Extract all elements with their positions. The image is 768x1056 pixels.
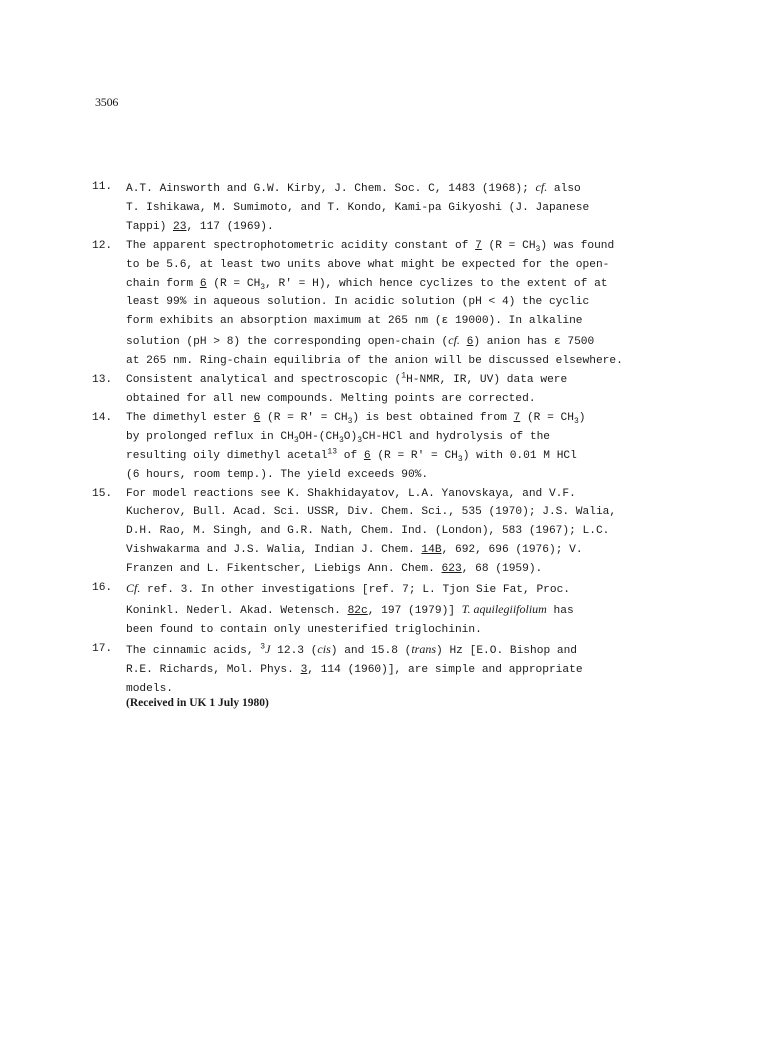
footnote-15 [92, 485, 712, 580]
text-run: Consistent analytical and spectroscopic ( [126, 374, 402, 387]
footnote-line [126, 661, 712, 680]
text-run: 3 [535, 244, 541, 254]
text-run: cf. [448, 333, 460, 348]
footnote-line [126, 331, 712, 352]
text-run: CH-HCl and hydrolysis of the [362, 430, 550, 443]
footnote-number: 15. [92, 487, 113, 500]
footnote-14 [92, 409, 712, 485]
footnote-line [126, 428, 712, 447]
text-run: 3 [293, 436, 299, 446]
text-run: , 692, 696 (1976); V. [441, 544, 583, 557]
footnote-line [126, 371, 712, 390]
text-run: 82c [347, 604, 368, 617]
footnote-line [126, 447, 712, 466]
footnote-number: 13. [92, 374, 113, 387]
text-run: ref. 3. In other investigations [ref. 7; L. Tjon Sie Fat, Proc. [140, 584, 571, 597]
text-run: has [546, 604, 574, 617]
text-run: 3 [338, 436, 344, 446]
text-run: 13 [327, 446, 338, 456]
text-run: been found to contain only unesterified triglochinin. [126, 623, 482, 636]
footnote-12 [92, 237, 712, 371]
footnote-line [126, 522, 712, 541]
text-run: 7 [475, 239, 482, 252]
footnote-line [126, 409, 712, 428]
text-run: , 68 (1959). [461, 563, 543, 576]
text-run: trans [411, 641, 437, 656]
footnote-17 [92, 640, 712, 699]
text-run: , 114 (1960)], are simple and appropriate [307, 663, 583, 676]
footnote-text [126, 640, 712, 699]
text-run: form exhibits an absorption maximum at 265 nm (ε 19000). In alkaline [126, 315, 583, 328]
text-run: , R' = H), which hence cyclizes to the extent of at [265, 277, 608, 290]
text-run: O) [343, 430, 358, 443]
text-run: A.T. Ainsworth and G.W. Kirby, J. Chem. Soc. C, 1483 (1968); [126, 183, 536, 195]
footnote-line [126, 640, 712, 661]
text-run: , 197 (1979)] [367, 604, 462, 617]
text-run: 23 [173, 220, 187, 233]
text-run [460, 336, 467, 348]
text-run: 1 [401, 371, 407, 381]
text-run: 3 [260, 642, 266, 652]
footnote-text [126, 409, 712, 485]
text-run: chain form [126, 277, 200, 290]
text-run: 623 [441, 563, 462, 576]
footnote-line [126, 256, 712, 275]
text-run: (R = CH [481, 239, 536, 252]
footnote-number: 14. [92, 411, 113, 424]
footnote-line [126, 390, 712, 409]
text-run: The cinnamic acids, [126, 644, 261, 657]
footnote-line [126, 218, 712, 237]
text-run: 6 [199, 277, 207, 290]
text-run: obtained for all new compounds. Melting points are corrected. [126, 392, 536, 405]
text-run: J [265, 641, 271, 656]
text-run: 6 [466, 336, 474, 349]
text-run: ) anion has ε 7500 [473, 336, 595, 349]
text-run: H-NMR, IR, UV) data were [406, 374, 568, 387]
text-run: ) was found [540, 239, 615, 252]
text-run: also [547, 183, 581, 195]
text-run: cf. [535, 180, 548, 194]
text-run: The dimethyl ester [126, 411, 254, 424]
footnote-text [126, 178, 712, 237]
footnote-line [126, 485, 712, 504]
text-run: to be 5.6, at least two units above what might be expected for the open- [126, 258, 610, 271]
text-run: R.E. Richards, Mol. Phys. [126, 663, 301, 676]
page-number: 3506 [95, 95, 119, 109]
text-run: The apparent spectrophotometric acidity constant of [126, 239, 476, 252]
footnote-line [126, 312, 712, 331]
text-run: Vishwakarma and J.S. Walia, Indian J. Chem. [126, 544, 422, 557]
text-run: Kucherov, Bull. Acad. Sci. USSR, Div. Chem. Sci., 535 (1970); J.S. Walia, [126, 506, 617, 519]
footnotes-list [92, 178, 712, 698]
text-run: T. Ishikawa, M. Sumimoto, and T. Kondo, Kami-pa Gikyoshi (J. Japanese [126, 201, 590, 214]
footnote-number: 11. [92, 181, 113, 193]
footnote-line [126, 466, 712, 485]
text-run: ) [578, 411, 586, 424]
text-run: (R = R' = CH [370, 449, 458, 462]
text-run: 3 [300, 663, 308, 676]
text-run: ) is best obtained from [352, 411, 514, 424]
footnote-line [126, 503, 712, 522]
text-run: For model reactions see K. Shakhidayatov, L.A. Yanovskaya, and V.F. [126, 487, 576, 500]
text-run: OH-(CH [298, 430, 339, 443]
text-run: 3 [347, 417, 353, 427]
text-run: least 99% in aqueous solution. In acidic solution (pH < 4) the cyclic [126, 296, 590, 309]
footnote-line [126, 352, 712, 371]
footnote-number: 12. [92, 239, 113, 252]
footnote-text [126, 579, 712, 640]
text-run: models. [126, 682, 173, 695]
text-run: Koninkl. Nederl. Akad. Wetensch. [126, 604, 348, 617]
text-run: , 117 (1969). [186, 220, 274, 233]
footnote-11 [92, 178, 712, 237]
footnote-line [126, 600, 712, 621]
footnote-line [126, 560, 712, 579]
received-date: (Received in UK 1 July 1980) [126, 697, 269, 709]
footnote-line [126, 680, 712, 699]
text-run: 6 [253, 411, 261, 424]
text-run: ) and 15.8 ( [330, 644, 412, 657]
text-run: 14B [421, 544, 442, 557]
text-run: 12.3 ( [270, 644, 318, 657]
text-run: 7 [513, 411, 521, 424]
text-run: 3 [573, 417, 579, 427]
text-run: solution (pH > 8) the corresponding open-chain ( [126, 336, 449, 349]
text-run: 3 [457, 454, 463, 464]
text-run: at 265 nm. Ring-chain equilibria of the anion will be discussed elsewhere. [126, 355, 623, 368]
text-run: by prolonged reflux in CH [126, 430, 294, 443]
text-run: ) Hz [E.O. Bishop and [436, 644, 578, 657]
text-run: Franzen and L. Fikentscher, Liebigs Ann. Chem. [126, 563, 442, 576]
text-run: 3 [260, 282, 266, 292]
footnote-text [126, 237, 712, 371]
text-run: Tappi) [126, 220, 173, 233]
text-run: 3 [357, 436, 363, 446]
text-run: T. aquilegiifolium [461, 601, 547, 616]
footnote-line [126, 237, 712, 256]
footnote-line [126, 579, 712, 600]
footnote-13 [92, 371, 712, 409]
footnote-line [126, 541, 712, 560]
text-run: D.H. Rao, M. Singh, and G.R. Nath, Chem. Ind. (London), 583 (1967); L.C. [126, 525, 610, 538]
footnote-16 [92, 579, 712, 640]
footnote-line [126, 178, 712, 199]
text-run: (6 hours, room temp.). The yield exceeds 90%. [126, 468, 429, 481]
text-run: (R = R' = CH [260, 411, 348, 424]
footnote-line [126, 199, 712, 218]
footnote-text [126, 485, 712, 580]
text-run: cis [317, 641, 331, 656]
text-run: 6 [363, 449, 371, 462]
text-run: (R = CH [206, 277, 261, 290]
footnote-line [126, 293, 712, 312]
text-run: Cf. [126, 581, 141, 596]
text-run: (R = CH [520, 411, 574, 424]
footnote-number: 17. [92, 642, 113, 655]
text-run: of [337, 449, 364, 462]
footnote-line [126, 275, 712, 294]
text-run: resulting oily dimethyl acetal [126, 449, 328, 462]
footnote-text [126, 371, 712, 409]
text-run: ) with 0.01 M HCl [462, 449, 577, 462]
footnote-line [126, 621, 712, 640]
footnote-number: 16. [92, 582, 113, 595]
